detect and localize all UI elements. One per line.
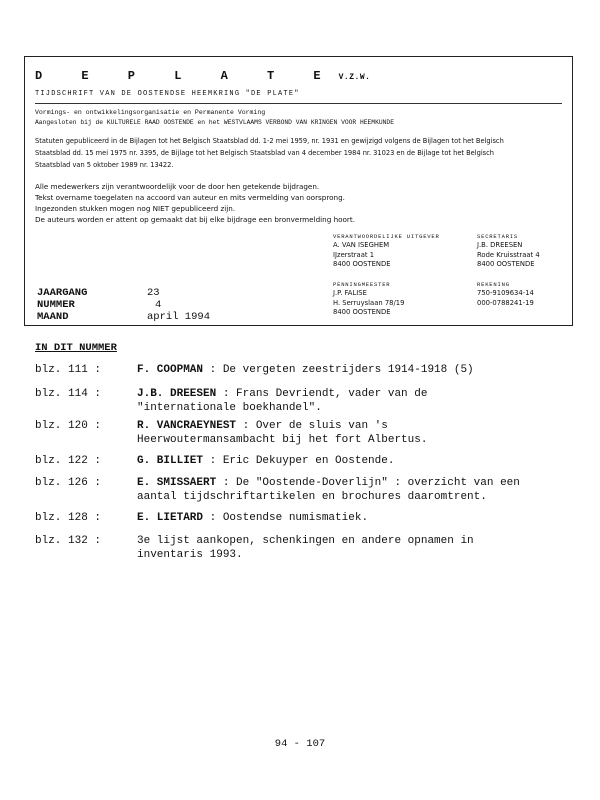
page-number: 94 - 107 (274, 738, 326, 750)
entry-author: G. BILLIET (137, 455, 204, 467)
secretaris-role: SECRETARIS (477, 233, 519, 240)
statutes-line: Staatsblad van 5 oktober 1989 nr. 13422. (35, 160, 174, 169)
page-ref: blz. 114 : (35, 388, 102, 400)
entry-title: : De vergeten zeestrijders 1914-1918 (5) (203, 364, 474, 376)
uitgever-role: VERANTWOORDELIJKE UITGEVER (333, 233, 440, 240)
note-line: Ingezonden stukken mogen nog NIET gepubliceerd zijn. (35, 204, 236, 213)
organisation-line: Vormings- en ontwikkelingsorganisatie en Permanente Vorming (35, 109, 266, 116)
magazine-title (35, 69, 370, 83)
contents-entry (35, 455, 394, 469)
statutes-line: Staatsblad dd. 15 mei 1975 nr. 3395, de Bijlage tot het Belgisch Staatsblad van 4 december 1984 nr. 31023 en de Bijlage tot het Belgisch (35, 148, 494, 157)
rekening-role: REKENING (477, 281, 510, 288)
address-line: Rode Kruisstraat 4 (477, 250, 540, 259)
nummer-label: NUMMER (37, 299, 75, 311)
contents-entry (35, 512, 368, 526)
maand-label: MAAND (37, 311, 69, 323)
secretaris-address (477, 241, 540, 270)
entry-title: : De "Oostende-Doverlijn" : overzicht van een (216, 477, 520, 489)
jaargang-row (37, 287, 210, 299)
entry-title: 3e lijst aankopen, schenkingen en andere opnamen in (137, 535, 474, 547)
statutes-line: Statuten gepubliceerd in de Bijlagen tot het Belgisch Staatsblad dd. 1-2 mei 1959, nr. 1931 en gewijzigd volgens de Bijlagen tot het Belgisch (35, 136, 504, 145)
penningmeester-address (333, 289, 404, 318)
contents-heading: IN DIT NUMMER (35, 342, 117, 354)
vzw-label: V.Z.W. (338, 73, 371, 82)
uitgever-address (333, 241, 391, 270)
page-ref: blz. 128 : (35, 512, 102, 524)
page-ref: blz. 132 : (35, 535, 102, 547)
entry-author: E. LIETARD (137, 512, 204, 524)
address-line: J.B. DREESEN (477, 241, 523, 249)
entry-title: : Frans Devriendt, vader van de (216, 388, 428, 400)
entry-title: : Eric Dekuyper en Oostende. (203, 455, 395, 467)
entry-author: F. COOPMAN (137, 364, 204, 376)
entry-author: R. VANCRAEYNEST (137, 420, 237, 432)
entry-title: : Oostendse numismatiek. (203, 512, 369, 524)
entry-title-cont: inventaris 1993. (137, 548, 243, 561)
nummer-value: 4 (155, 299, 162, 311)
page-ref: blz. 120 : (35, 420, 102, 432)
contents-entry (35, 388, 427, 415)
entry-author: J.B. DREESEN (137, 388, 217, 400)
entry-title-cont: Heerwoutermansambacht bij het fort Albertus. (137, 433, 428, 446)
note-line: Alle medewerkers zijn verantwoordelijk voor de door hen getekende bijdragen. (35, 182, 320, 191)
address-line: H. Serruyslaan 78/19 (333, 298, 405, 307)
subtitle: TIJDSCHRIFT VAN DE OOSTENDSE HEEMKRING "DE PLATE" (35, 90, 300, 98)
nummer-row (37, 299, 210, 311)
jaargang-value: 23 (147, 287, 160, 299)
page-ref: blz. 126 : (35, 477, 102, 489)
address-line: IJzerstraat 1 (333, 250, 375, 259)
account-number: 750-9109634-14 (477, 289, 534, 297)
note-line: Tekst overname toegelaten na accoord van auteur en mits vermelding van oorsprong. (35, 193, 345, 202)
editorial-notes (35, 181, 355, 225)
contents-entry (35, 535, 474, 562)
penningmeester-role: PENNINGMEESTER (333, 281, 391, 288)
address-line: A. VAN ISEGHEM (333, 241, 390, 249)
address-line: 8400 OOSTENDE (333, 308, 391, 316)
contents-entry (35, 420, 427, 447)
entry-title-cont: "internationale boekhandel". (137, 401, 322, 414)
affiliation-line: Aangesloten bij de KULTURELE RAAD OOSTENDE en het WESTVLAAMS VERBOND VAN KRINGEN VOOR HEEMKUNDE (35, 119, 394, 126)
statutes-text (35, 135, 563, 171)
maand-value: april 1994 (147, 311, 211, 323)
entry-title: : Over de sluis van 's (236, 420, 388, 432)
note-line: De auteurs worden er attent op gemaakt dat bij elke bijdrage een bronvermelding hoort. (35, 215, 355, 224)
address-line: 8400 OOSTENDE (477, 260, 535, 268)
page-ref: blz. 111 : (35, 364, 102, 376)
page-ref: blz. 122 : (35, 455, 102, 467)
masthead-box (24, 56, 573, 326)
account-number: 000-0788241-19 (477, 298, 534, 307)
address-line: 8400 OOSTENDE (333, 260, 391, 268)
rekening-numbers (477, 289, 534, 308)
contents-entry (35, 477, 520, 504)
contents-entry (35, 364, 474, 378)
address-line: J.P. FALISE (333, 289, 367, 297)
entry-title-cont: aantal tijdschriftartikelen en brochures daaromtrent. (137, 490, 487, 503)
entry-author: E. SMISSAERT (137, 477, 217, 489)
issue-info (37, 287, 210, 323)
jaargang-label: JAARGANG (37, 287, 88, 299)
title-text: D E P L A T E (35, 69, 337, 83)
maand-row (37, 311, 210, 323)
divider (35, 103, 562, 104)
